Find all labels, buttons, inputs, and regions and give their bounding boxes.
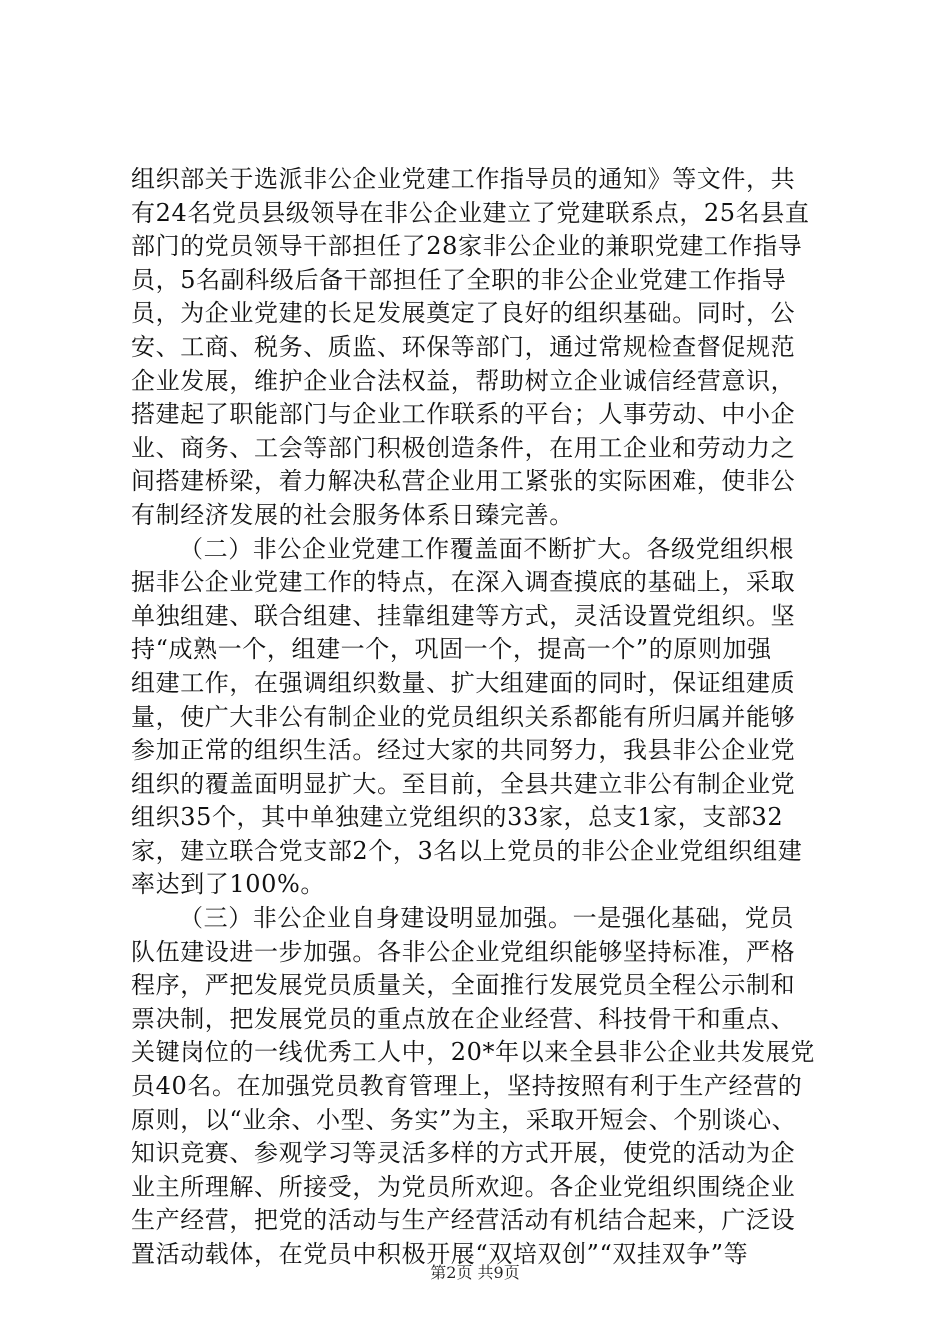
text-line: 组建工作，在强调组织数量、扩大组建面的同时，保证组建质: [131, 668, 796, 697]
text-line: 员，为企业党建的长足发展奠定了良好的组织基础。同时，公: [131, 299, 796, 328]
text-line: 票决制，把发展党员的重点放在企业经营、科技骨干和重点、: [131, 1004, 796, 1033]
text-line: 员40名。在加强党员教育管理上，坚持按照有利于生产经营的: [131, 1072, 803, 1101]
text-line: 据非公企业党建工作的特点，在深入调查摸底的基础上，采取: [131, 568, 796, 597]
text-line: 安、工商、税务、质监、环保等部门，通过常规检查督促规范: [131, 332, 796, 361]
text-line: 知识竞赛、参观学习等灵活多样的方式开展，使党的活动为企: [131, 1139, 796, 1168]
text-line: 家，建立联合党支部2个，3名以上党员的非公企业党组织组建: [131, 836, 803, 865]
text-line: 率达到了100%。: [131, 870, 326, 899]
text-line: 生产经营，把党的活动与生产经营活动有机结合起来，广泛设: [131, 1206, 796, 1235]
text-line: 持“成熟一个，组建一个，巩固一个，提高一个”的原则加强: [131, 635, 772, 664]
body-text: [131, 163, 831, 1272]
text-line: 部门的党员领导干部担任了28家非公企业的兼职党建工作指导: [131, 232, 803, 261]
page-footer: 第2页 共9页: [430, 1263, 520, 1282]
text-line: 原则，以“业余、小型、务实”为主，采取开短会、个别谈心、: [131, 1105, 797, 1134]
paragraph-start-line: （二）非公企业党建工作覆盖面不断扩大。各级党组织根: [179, 534, 794, 563]
text-line: 员，5名副科级后备干部担任了全职的非公企业党建工作指导: [131, 265, 787, 294]
text-line: 关键岗位的一线优秀工人中，20*年以来全县非公企业共发展党: [131, 1038, 815, 1067]
text-line: 业主所理解、所接受，为党员所欢迎。各企业党组织围绕企业: [131, 1172, 796, 1201]
paragraph-start-line: （三）非公企业自身建设明显加强。一是强化基础，党员: [179, 904, 794, 933]
text-line: 队伍建设进一步加强。各非公企业党组织能够坚持标准，严格: [131, 937, 796, 966]
text-line: 有24名党员县级领导在非公企业建立了党建联系点，25名县直: [131, 198, 810, 227]
text-line: 间搭建桥梁，着力解决私营企业用工紧张的实际困难，使非公: [131, 467, 796, 496]
text-line: 置活动载体，在党员中积极开展“双培双创”“双挂双争”等: [131, 1240, 749, 1268]
text-line: 企业发展，维护企业合法权益，帮助树立企业诚信经营意识，: [131, 366, 796, 395]
text-line: 组织部关于选派非公企业党建工作指导员的通知》等文件，共: [131, 165, 796, 193]
text-line: 参加正常的组织生活。经过大家的共同努力，我县非公企业党: [131, 736, 796, 765]
text-line: 业、商务、工会等部门积极创造条件，在用工企业和劳动力之: [131, 433, 796, 462]
text-line: 组织35个，其中单独建立党组织的33家，总支1家，支部32: [131, 803, 784, 832]
text-line: 单独组建、联合组建、挂靠组建等方式，灵活设置党组织。坚: [131, 601, 796, 630]
text-line: 量，使广大非公有制企业的党员组织关系都能有所归属并能够: [131, 702, 796, 731]
text-line: 程序，严把发展党员质量关，全面推行发展党员全程公示制和: [131, 971, 796, 1000]
text-line: 搭建起了职能部门与企业工作联系的平台；人事劳动、中小企: [131, 400, 796, 429]
text-line: 有制经济发展的社会服务体系日臻完善。: [131, 500, 574, 529]
text-line: 组织的覆盖面明显扩大。至目前，全县共建立非公有制企业党: [131, 769, 796, 798]
